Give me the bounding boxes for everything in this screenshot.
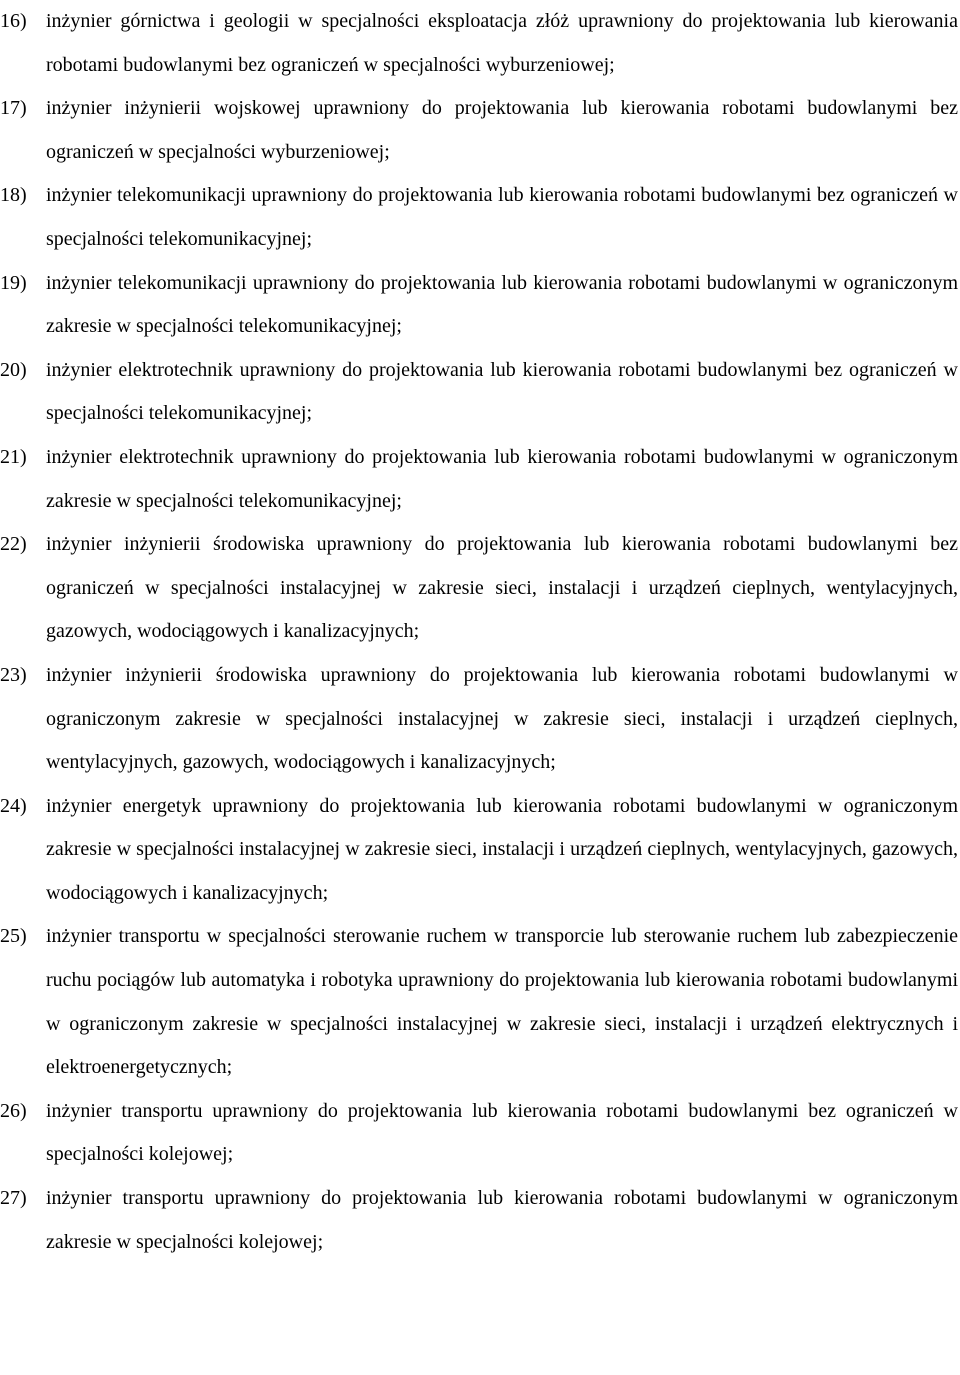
item-number: 21) — [0, 445, 27, 468]
item-number: 20) — [0, 358, 27, 381]
list-item-27 — [0, 1177, 958, 1264]
list-item-24 — [0, 785, 958, 916]
list-item-26 — [0, 1090, 958, 1177]
item-number: 27) — [0, 1187, 27, 1210]
item-number: 19) — [0, 271, 27, 294]
list-item-17 — [0, 87, 958, 174]
item-number: 24) — [0, 794, 27, 817]
item-number: 23) — [0, 663, 27, 686]
item-text: inżynier telekomunikacji uprawniony do projektowania lub kierowania robotami budowlanymi bez ograniczeń w specjalności telekomunikacyjnej; — [46, 184, 958, 250]
list-item-20 — [0, 349, 958, 436]
item-text: inżynier inżynierii środowiska uprawniony do projektowania lub kierowania robotami budowlanymi w ograniczonym zakresie w specjalności instalacyjnej w zakresie sieci, instalacji i urządzeń cieplnych, wentylacyjnych, gazowych, wodociągowych i kanalizacyjnych; — [46, 663, 958, 774]
list-item-23 — [0, 654, 958, 785]
list-item-21 — [0, 436, 958, 523]
item-text: inżynier elektrotechnik uprawniony do projektowania lub kierowania robotami budowlanymi w ograniczonym zakresie w specjalności telekomunikacyjnej; — [46, 445, 958, 512]
list-item-19 — [0, 262, 958, 349]
list-item-18 — [0, 174, 958, 261]
list-item-16 — [0, 0, 958, 87]
list-item-25 — [0, 915, 958, 1089]
item-text: inżynier inżynierii środowiska uprawniony do projektowania lub kierowania robotami budowlanymi bez ograniczeń w specjalności instalacyjnej w zakresie sieci, instalacji i urządzeń cieplnych, wentylacyjnych, gazowych, wodociągowych i kanalizacyjnych; — [46, 533, 958, 643]
item-text: inżynier telekomunikacji uprawniony do projektowania lub kierowania robotami budowlanymi w ograniczonym zakresie w specjalności telekomunikacyjnej; — [46, 271, 958, 338]
item-text: inżynier górnictwa i geologii w specjalności eksploatacja złóż uprawniony do projektowania lub kierowania robotami budowlanymi bez ograniczeń w specjalności wyburzeniowej; — [46, 10, 958, 76]
item-text: inżynier energetyk uprawniony do projektowania lub kierowania robotami budowlanymi w ograniczonym zakresie w specjalności instalacyjnej w zakresie sieci, instalacji i urządzeń cieplnych, wentylacyjnych, gazowych, wodociągowych i kanalizacyjnych; — [46, 794, 958, 904]
list-item-22 — [0, 523, 958, 654]
item-number: 26) — [0, 1099, 27, 1122]
item-text: inżynier elektrotechnik uprawniony do projektowania lub kierowania robotami budowlanymi bez ograniczeń w specjalności telekomunikacyjnej; — [46, 358, 958, 425]
item-text: inżynier transportu w specjalności sterowanie ruchem w transporcie lub sterowanie ruchem lub zabezpieczenie ruchu pociągów lub automatyka i robotyka uprawniony do projektowania lub kierowania robotami budowlanymi w ograniczonym zakresie w specjalności instalacyjnej w zakresie sieci, instalacji i urządzeń elektrycznych i elektroenergetycznych; — [46, 925, 958, 1079]
item-text: inżynier transportu uprawniony do projektowania lub kierowania robotami budowlanymi w ograniczonym zakresie w specjalności kolejowej; — [46, 1187, 958, 1253]
item-number: 22) — [0, 533, 27, 556]
item-number: 18) — [0, 184, 27, 207]
item-number: 17) — [0, 97, 27, 120]
item-text: inżynier inżynierii wojskowej uprawniony do projektowania lub kierowania robotami budowlanymi bez ograniczeń w specjalności wyburzeniowej; — [46, 97, 958, 163]
item-number: 25) — [0, 925, 27, 948]
item-text: inżynier transportu uprawniony do projektowania lub kierowania robotami budowlanymi bez ograniczeń w specjalności kolejowej; — [46, 1099, 958, 1166]
item-number: 16) — [0, 10, 27, 32]
